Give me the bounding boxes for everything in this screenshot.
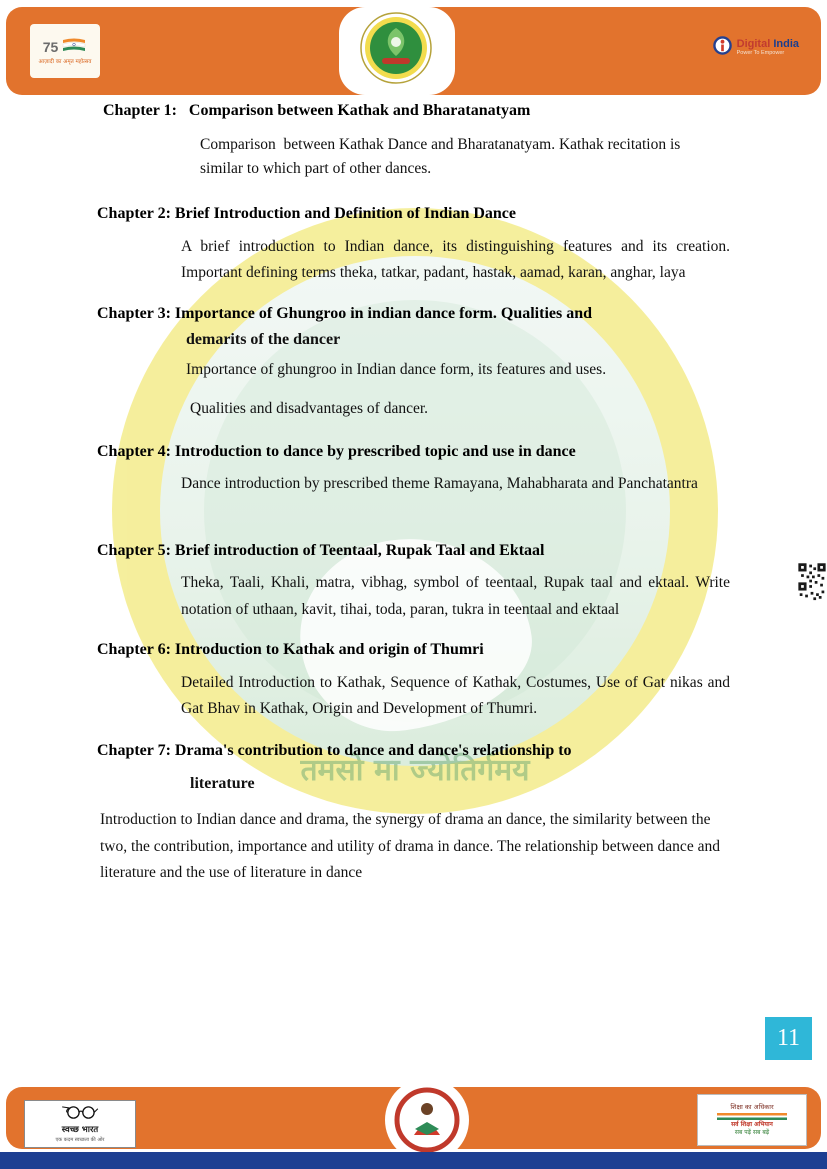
chapter-6-section [97, 639, 734, 722]
swachh-bharat-title: स्वच्छ भारत [61, 1125, 99, 1136]
digital-india-icon [713, 36, 732, 60]
chapter-5-heading: Chapter 5: Brief introduction of Teentaal, Rupak Taal and Ektaal [97, 541, 545, 559]
chapter-2-heading: Chapter 2: Brief Introduction and Definition of Indian Dance [97, 205, 516, 223]
chapter-7-heading: Chapter 7: Drama's contribution to dance and dance's relationship to [97, 742, 572, 760]
azadi-ka-amrit-mahotsav-logo [30, 24, 100, 78]
chapter-6-heading: Chapter 6: Introduction to Kathak and origin of Thumri [97, 640, 484, 658]
chapter-4-heading: Chapter 4: Introduction to dance by prescribed topic and use in dance [97, 442, 576, 460]
chapter-3-heading: Chapter 3: Importance of Ghungroo in indian dance form. Qualities and [97, 305, 593, 323]
syllabus-content [97, 100, 738, 887]
chapter-1-section [97, 100, 730, 182]
chapter-3-section [97, 303, 730, 422]
qr-code [797, 561, 827, 601]
education-rights-line1: शिक्षा का अधिकार [730, 1103, 774, 1112]
azadi-75-text: 75 [42, 39, 59, 56]
chapter-7-section [97, 740, 730, 887]
chapter-1-heading: Chapter 1: Comparison between Kathak and Bharatanatyam [103, 102, 531, 119]
digital-india-word2: India [773, 38, 799, 51]
chapter-2-body: A brief introduction to Indian dance, its distinguishing features and its creation. Important defining terms theka, tatkar, padant, hastak, aamad, karan, anghar, laya [181, 237, 738, 282]
page-number: 11 [776, 1025, 801, 1051]
bottom-blue-strip [0, 1152, 827, 1169]
chapter-3-body-2: Qualities and disadvantages of dancer. [190, 400, 429, 418]
page-number-badge [765, 1017, 812, 1060]
board-emblem-icon [360, 12, 432, 89]
digital-india-wordmark [737, 39, 799, 56]
swachh-bharat-logo [24, 1100, 136, 1148]
watermark-motto: तमसो मा ज्योतिर्गमय [300, 753, 530, 788]
girl-reading-logo [394, 1087, 460, 1158]
chapter-7-body: Introduction to Indian dance and drama, the synergy of drama an dance, the similarity between the two, the contribution, importance and utility of drama in dance. The relationship between dance and literature and the use of literature in dance [100, 810, 724, 882]
chapter-5-section [97, 540, 734, 623]
digital-india-tagline: Power To Empower [736, 49, 785, 56]
chapter-5-body: Theka, Taali, Khali, matra, vibhag, symbol of teentaal, Rupak taal and ektaal. Write notation of uthaan, kavit, tihai, toda, paran, tukra in teentaal and ektaal [181, 574, 734, 618]
education-rights-line3: सब पढ़ें सब बढ़ें [734, 1128, 770, 1136]
digital-india-word1: Digital [736, 38, 771, 51]
chapter-4-body: Dance introduction by prescribed theme Ramayana, Mahabharata and Panchatantra [181, 475, 698, 493]
swachh-bharat-tagline: एक कदम स्वच्छता की ओर [55, 1136, 105, 1143]
chapter-6-body: Detailed Introduction to Kathak, Sequence of Kathak, Costumes, Use of Gat nikas and Gat Bhav in Kathak, Origin and Development of Thumri. [181, 673, 734, 717]
chapter-7-heading-line2: literature [190, 774, 255, 792]
chapter-3-heading-line2: demarits of the dancer [186, 331, 341, 349]
chapter-2-section [97, 203, 738, 286]
chapter-3-body-1: Importance of ghungroo in Indian dance form, its features and uses. [186, 361, 607, 379]
azadi-logo-caption: आज़ादी का अमृत महोत्सव [38, 58, 92, 65]
education-rights-logo [697, 1094, 807, 1146]
tricolor-bar-icon [717, 1113, 787, 1120]
chapter-1-body: Comparison between Kathak Dance and Bharatanatyam. Kathak recitation is similar to which part of other dances. [200, 135, 685, 178]
education-rights-line2: सर्व शिक्षा अभियान [731, 1120, 773, 1128]
spectacles-icon [61, 1105, 99, 1125]
digital-india-logo [713, 36, 799, 60]
chapter-4-section [97, 441, 730, 498]
azadi-logo-top [43, 37, 88, 58]
tricolor-flag-icon [61, 37, 87, 58]
